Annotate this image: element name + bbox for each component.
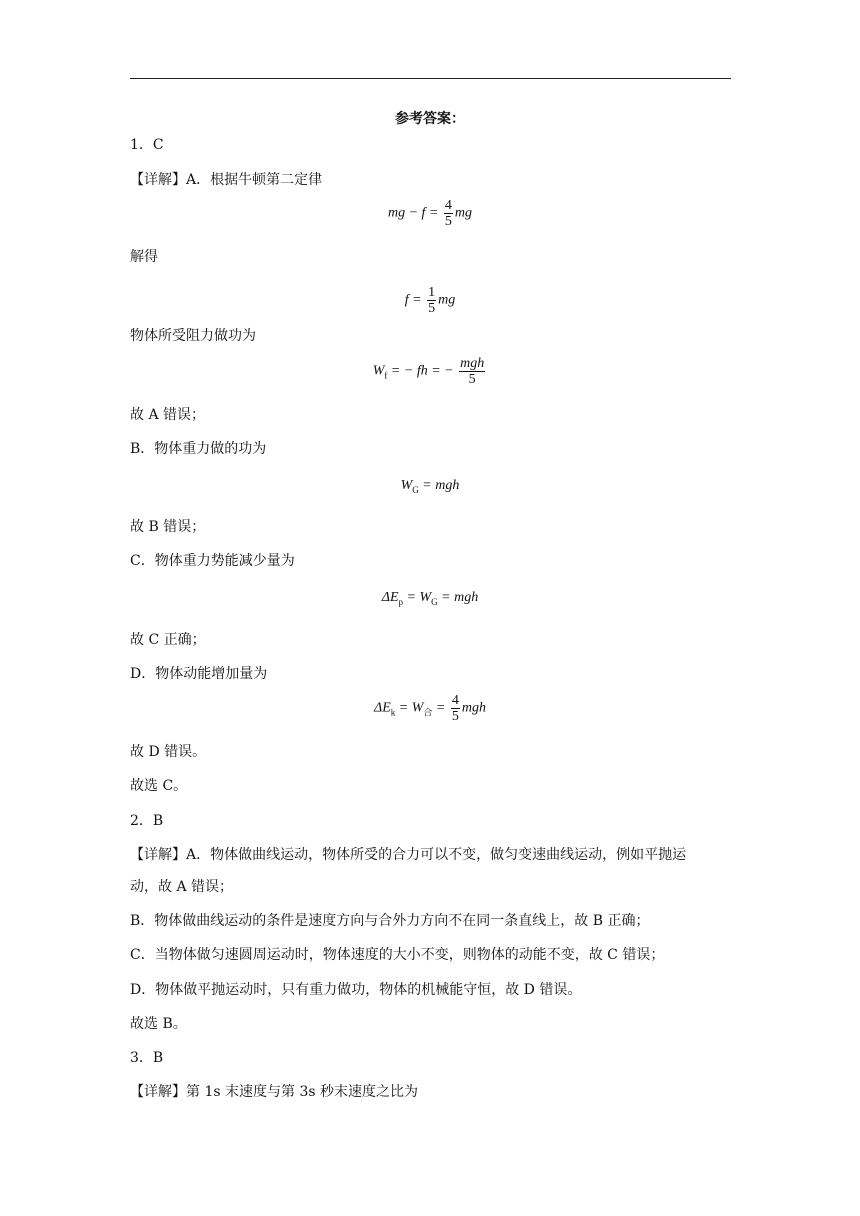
- header-rule: [130, 78, 731, 79]
- equation-kinetic-energy: $\Delta E_k = W_合$ = $\frac{4}{5}$ mgh: [374, 693, 486, 724]
- q3-answer: 3．B: [130, 1050, 164, 1066]
- equation-gravity-work: $W_G$ = mgh: [400, 478, 460, 495]
- q1-answer: 1．C: [130, 137, 164, 153]
- q2-d-text: D．物体做平抛运动时，只有重力做功，物体的机械能守恒，故 D 错误。: [130, 982, 582, 998]
- q2-answer: 2．B: [130, 813, 164, 829]
- q2-detail-a-cont: 动，故 A 错误；: [130, 879, 234, 895]
- equation-potential-energy: $\Delta E_p = W_G$ = mgh: [381, 590, 479, 607]
- q1-c-verdict: 故 C 正确；: [130, 632, 206, 648]
- q2-b-text: B．物体做曲线运动的条件是速度方向与合外力方向不在同一条直线上，故 B 正确；: [130, 913, 650, 929]
- q1-b-verdict: 故 B 错误；: [130, 519, 206, 535]
- q1-c-text: C．物体重力势能减少量为: [130, 553, 295, 569]
- equation-resist-work: $W_f$ = − fh = − $\frac{\text{mgh}}{5}$: [372, 356, 485, 387]
- q3-detail: 【详解】第 1s 末速度与第 3s 秒末速度之比为: [130, 1084, 418, 1100]
- solve-label: 解得: [130, 249, 158, 265]
- q1-choice: 故选 C。: [130, 778, 188, 794]
- equation-friction: f = $\frac{1}{5}$ mg: [404, 285, 456, 316]
- q1-d-text: D．物体动能增加量为: [130, 666, 268, 682]
- q1-detail-a: 【详解】A．根据牛顿第二定律: [130, 172, 323, 188]
- q1-d-verdict: 故 D 错误。: [130, 744, 207, 760]
- q2-c-text: C．当物体做匀速圆周运动时，物体速度的大小不变，则物体的动能不变，故 C 错误；: [130, 947, 665, 963]
- resist-work-label: 物体所受阻力做功为: [130, 328, 256, 344]
- q2-choice: 故选 B。: [130, 1016, 187, 1032]
- q1-a-verdict: 故 A 错误；: [130, 407, 206, 423]
- q1-b-text: B．物体重力做的功为: [130, 441, 267, 457]
- q2-detail-a: 【详解】A．物体做曲线运动，物体所受的合力可以不变，做匀变速曲线运动，例如平抛运: [130, 847, 687, 863]
- equation-newton: mg − f = $\frac{4}{5}$ mg: [387, 198, 473, 229]
- page-title: 参考答案：: [395, 111, 465, 127]
